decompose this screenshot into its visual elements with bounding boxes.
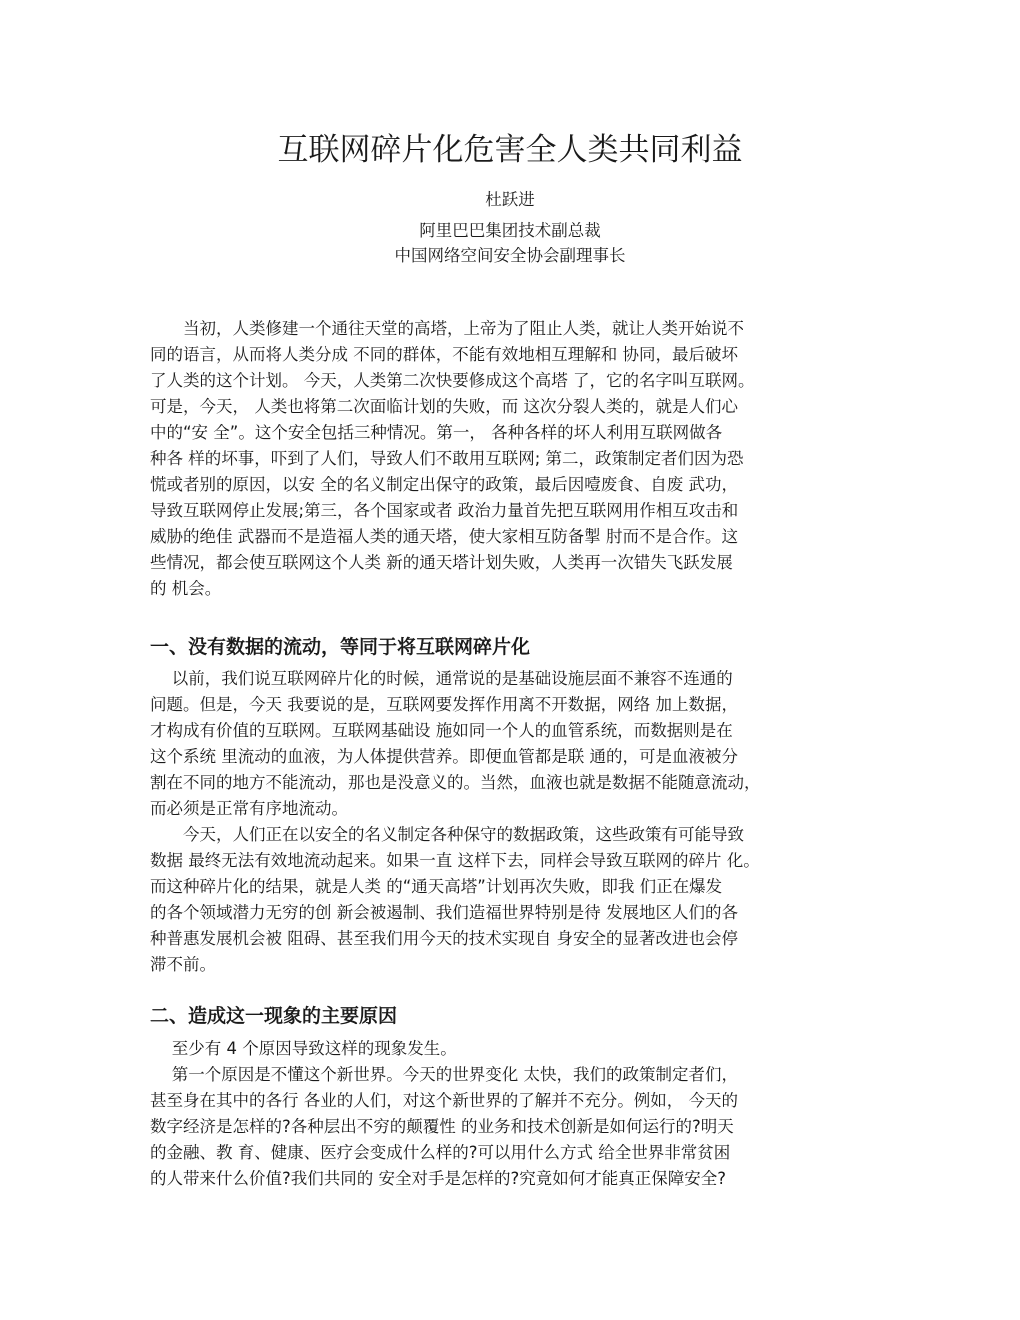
paragraph-line: 割在不同的地方不能流动，那也是没意义的。当然，血液也就是数据不能随意流动，: [150, 773, 761, 792]
section-2-heading: 二、造成这一现象的主要原因: [150, 1005, 398, 1027]
paragraph-line: 今天，人们正在以安全的名义制定各种保守的数据政策，这些政策有可能导致: [150, 825, 744, 844]
paragraph-line: 种各 样的坏事，吓到了人们，导致人们不敢用互联网; 第二，政策制定者们因为恐: [150, 449, 744, 468]
paragraph-line: 问题。但是，今天 我要说的是，互联网要发挥作用离不开数据，网络 加上数据，: [150, 695, 738, 714]
paragraph-line: 滞不前。: [150, 955, 216, 974]
paragraph-line: 当初，人类修建一个通往天堂的高塔，上帝为了阻止人类，就让人类开始说不: [150, 319, 744, 338]
document-title: 互联网碎片化危害全人类共同利益: [277, 132, 743, 168]
paragraph-line: 的 机会。: [150, 579, 222, 598]
author-name: 杜跃进: [485, 190, 535, 209]
paragraph-line: 第一个原因是不懂这个新世界。今天的世界变化 太快，我们的政策制定者们，: [150, 1065, 738, 1084]
paragraph-line: 同的语言，从而将人类分成 不同的群体，不能有效地相互理解和 协同，最后破坏: [150, 345, 738, 364]
paragraph-line: 可是，今天， 人类也将第二次面临计划的失败，而 这次分裂人类的，就是人们心: [150, 397, 738, 416]
intro-paragraph: [150, 316, 875, 602]
section-1-paragraph-2: [150, 822, 875, 978]
author-affiliation-2: 中国网络空间安全协会副理事长: [394, 246, 626, 265]
author-affiliation-1: 阿里巴巴集团技术副总裁: [419, 221, 601, 240]
paragraph-line: 导致互联网停止发展;第三，各个国家或者 政治力量首先把互联网用作相互攻击和: [150, 501, 739, 520]
paragraph-line: 以前，我们说互联网碎片化的时候，通常说的是基础设施层面不兼容不连通的: [150, 669, 733, 688]
paragraph-line: 慌或者别的原因，以安 全的名义制定出保守的政策，最后因噎废食、自废 武功，: [150, 475, 738, 494]
section-2-paragraph-2: [150, 1062, 875, 1192]
section-1-heading: 一、没有数据的流动，等同于将互联网碎片化: [150, 636, 531, 658]
paragraph-line: 的金融、教 育、健康、医疗会变成什么样的?可以用什么方式 给全世界非常贫困: [150, 1143, 731, 1162]
paragraph-line: 了人类的这个计划。 今天，人类第二次快要修成这个高塔 了，它的名字叫互联网。: [150, 371, 755, 390]
paragraph-line: 而这种碎片化的结果，就是人类 的“通天高塔”计划再次失败，即我 们正在爆发: [150, 877, 723, 896]
paragraph-line: 中的“安 全”。这个安全包括三种情况。第一， 各种各样的坏人利用互联网做各: [150, 423, 723, 442]
paragraph-line: 的各个领域潜力无穷的创 新会被遏制、我们造福世界特别是待 发展地区人们的各: [150, 903, 738, 922]
section-2-paragraph-1: [150, 1036, 875, 1062]
paragraph-line: 种普惠发展机会被 阻碍、甚至我们用今天的技术实现自 身安全的显著改进也会停: [150, 929, 738, 948]
section-1-paragraph-1: [150, 666, 875, 822]
paragraph-line: 而必须是正常有序地流动。: [150, 799, 348, 818]
paragraph-line: 些情况，都会使互联网这个人类 新的通天塔计划失败，人类再一次错失飞跃发展: [150, 553, 733, 572]
paragraph-line: 这个系统 里流动的血液，为人体提供营养。即便血管都是联 通的，可是血液被分: [150, 747, 738, 766]
paragraph-line: 数字经济是怎样的?各种层出不穷的颠覆性 的业务和技术创新是如何运行的?明天: [150, 1117, 734, 1136]
paragraph-line: 至少有 4 个原因导致这样的现象发生。: [150, 1039, 457, 1058]
paragraph-line: 威胁的绝佳 武器而不是造福人类的通天塔，使大家相互防备掣 肘而不是合作。这: [150, 527, 738, 546]
paragraph-line: 数据 最终无法有效地流动起来。如果一直 这样下去，同样会导致互联网的碎片 化。: [150, 851, 760, 870]
paragraph-line: 甚至身在其中的各行 各业的人们，对这个新世界的了解并不充分。例如， 今天的: [150, 1091, 738, 1110]
paragraph-line: 的人带来什么价值?我们共同的 安全对手是怎样的?究竟如何才能真正保障安全?: [150, 1169, 727, 1188]
paragraph-line: 才构成有价值的互联网。互联网基础设 施如同一个人的血管系统，而数据则是在: [150, 721, 733, 740]
